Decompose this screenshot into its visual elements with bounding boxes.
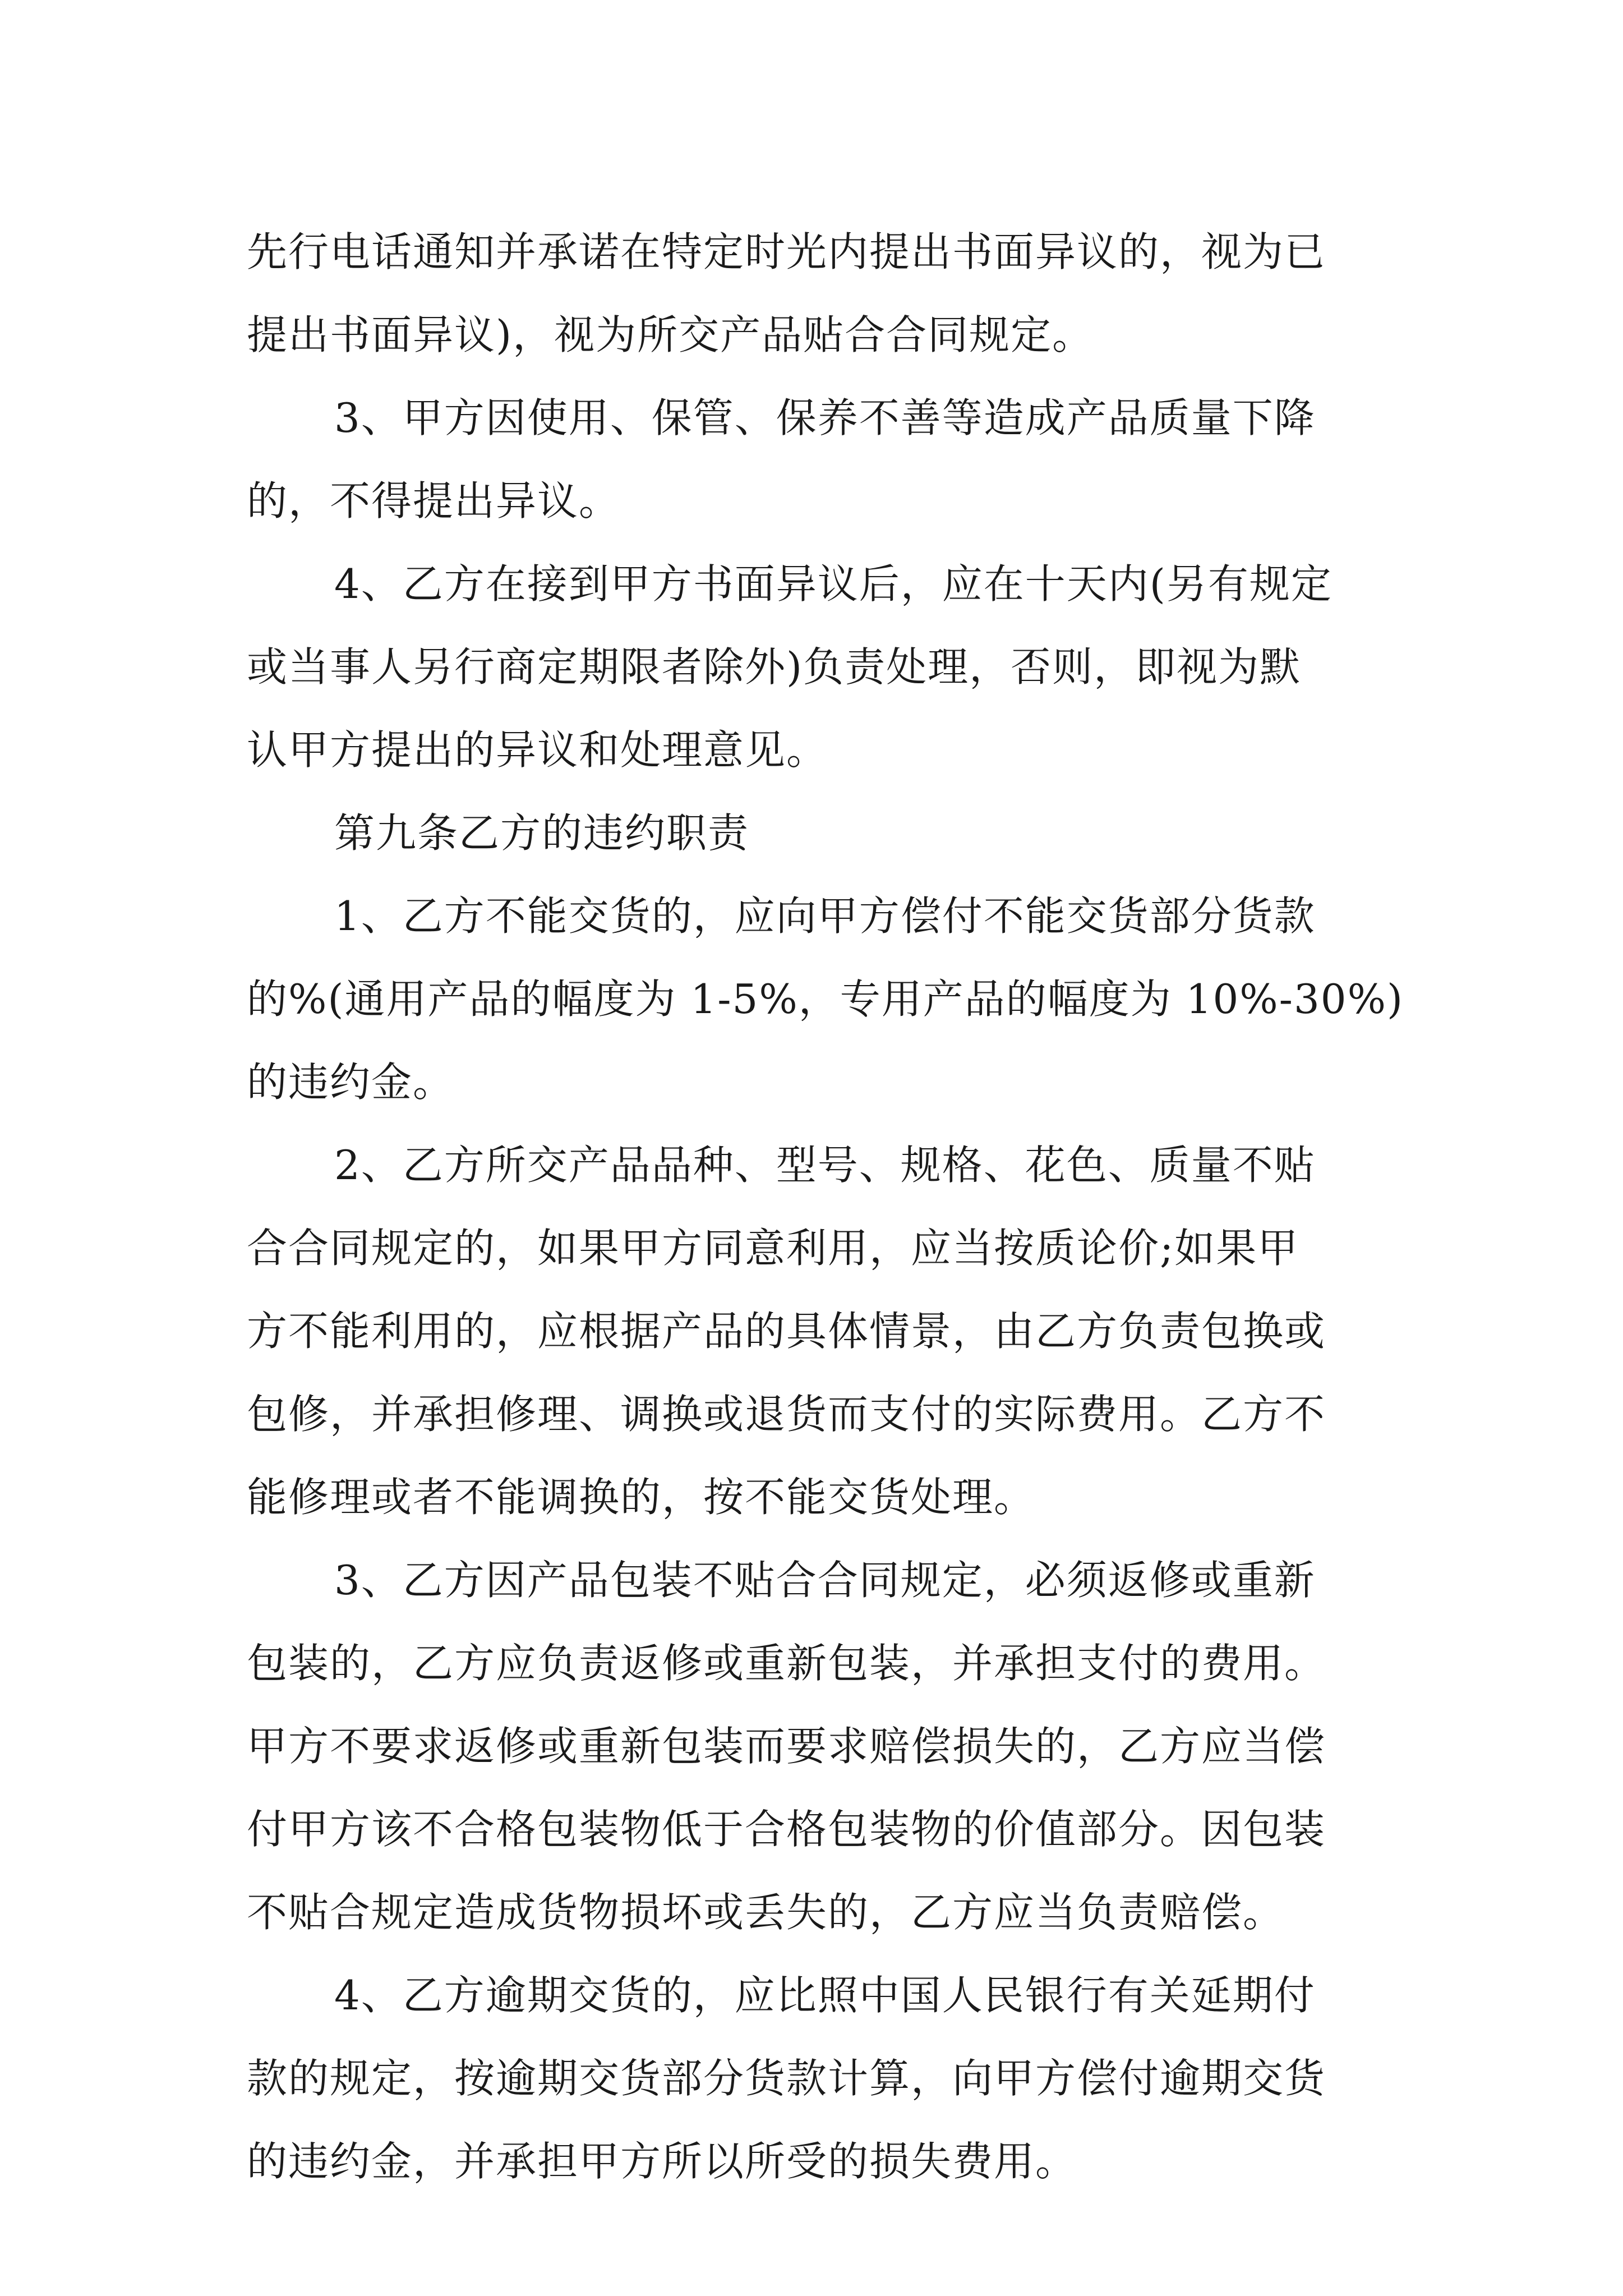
text-line: 的%(通用产品的幅度为 1-5%，专用产品的幅度为 10%-30%) — [247, 976, 1404, 1023]
text-line: 方不能利用的，应根据产品的具体情景，由乙方负责包换或 — [247, 1308, 1326, 1355]
text-line: 付甲方该不合格包装物低于合格包装物的价值部分。因包装 — [247, 1806, 1326, 1853]
text-line: 不贴合规定造成货物损坏或丢失的，乙方应当负责赔偿。 — [247, 1889, 1285, 1936]
text-line: 认甲方提出的异议和处理意见。 — [247, 726, 828, 774]
text-line: 包修，并承担修理、调换或退货而支付的实际费用。乙方不 — [247, 1391, 1326, 1438]
text-line: 的违约金。 — [247, 1059, 455, 1106]
text-line: 甲方不要求返修或重新包装而要求赔偿损失的，乙方应当偿 — [247, 1723, 1326, 1770]
text-line: 款的规定，按逾期交货部分货款计算，向甲方偿付逾期交货 — [247, 2055, 1326, 2102]
text-line: 合合同规定的，如果甲方同意利用，应当按质论价;如果甲 — [247, 1225, 1299, 1272]
paragraph-start-line: 3、乙方因产品包装不贴合合同规定，必须返修或重新 — [334, 1557, 1316, 1604]
document-body — [247, 210, 1404, 2203]
text-line: 先行电话通知并承诺在特定时光内提出书面异议的，视为已 — [247, 228, 1326, 275]
paragraph-start-line: 2、乙方所交产品品种、型号、规格、花色、质量不贴 — [334, 1142, 1316, 1189]
text-line: 能修理或者不能调换的，按不能交货处理。 — [247, 1474, 1036, 1521]
paragraph-start-line: 4、乙方逾期交货的，应比照中国人民银行有关延期付 — [334, 1972, 1316, 2019]
paragraph-start-line: 1、乙方不能交货的，应向甲方偿付不能交货部分货款 — [334, 892, 1316, 940]
text-line: 的违约金，并承担甲方所以所受的损失费用。 — [247, 2138, 1077, 2185]
text-line: 提出书面异议)，视为所交产品贴合合同规定。 — [247, 311, 1094, 358]
text-line: 的，不得提出异议。 — [247, 477, 621, 524]
section-heading: 第九条乙方的违约职责 — [334, 809, 750, 857]
text-line: 或当事人另行商定期限者除外)负责处理，否则，即视为默 — [247, 643, 1302, 691]
paragraph-start-line: 3、甲方因使用、保管、保养不善等造成产品质量下降 — [334, 394, 1316, 441]
text-line: 包装的，乙方应负责返修或重新包装，并承担支付的费用。 — [247, 1640, 1326, 1687]
paragraph-start-line: 4、乙方在接到甲方书面异议后，应在十天内(另有规定 — [334, 560, 1332, 608]
